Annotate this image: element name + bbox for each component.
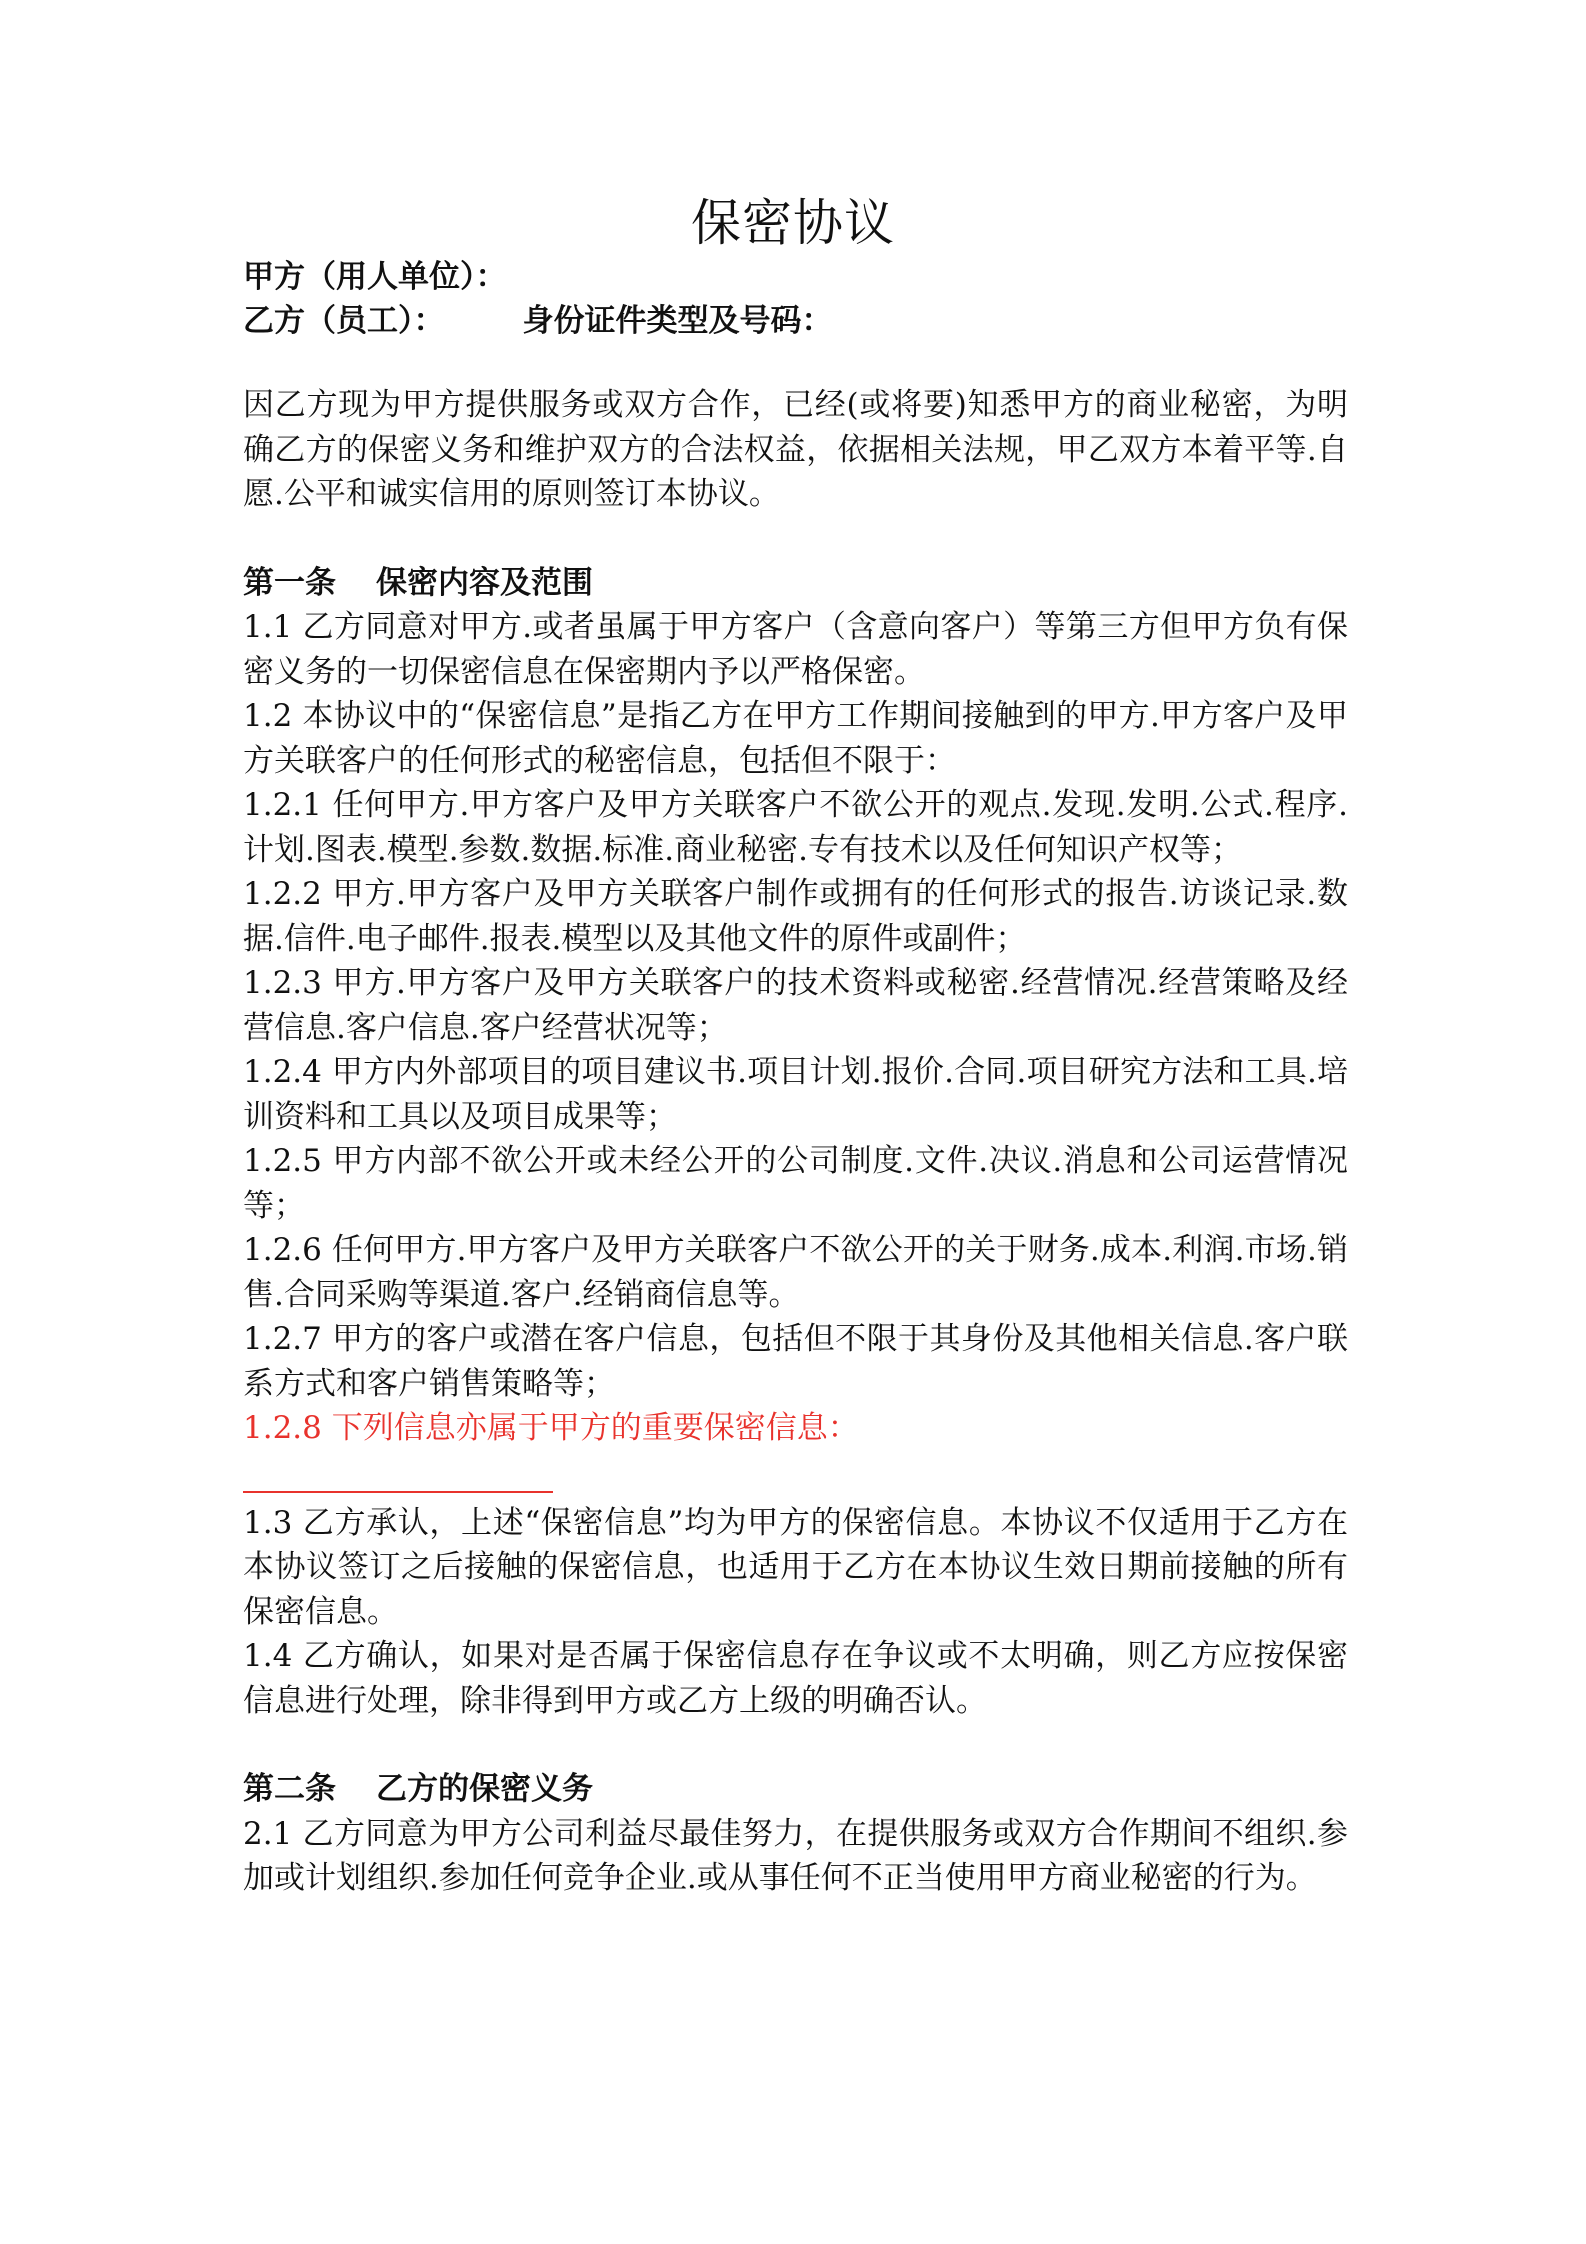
clause-1-2-3: 1.2.3 甲方.甲方客户及甲方关联客户的技术资料或秘密.经营情况.经营策略及经营信息.客户信息.客户经营状况等； — [243, 965, 1348, 1046]
clause-1-2-6: 1.2.6 任何甲方.甲方客户及甲方关联客户不欲公开的关于财务.成本.利润.市场.销售.合同采购等渠道.客户.经销商信息等。 — [243, 1232, 1348, 1313]
party-a-label: 甲方（用人单位）： — [243, 259, 507, 295]
clause-1-3: 1.3 乙方承认，上述“保密信息”均为甲方的保密信息。本协议不仅适用于乙方在本协议签订之后接触的保密信息，也适用于乙方在本协议生效日期前接触的所有保密信息。 — [243, 1504, 1348, 1630]
clause-2-1: 2.1 乙方同意为甲方公司利益尽最佳努力，在提供服务或双方合作期间不组织.参加或计划组织.参加任何竞争企业.或从事任何不正当使用甲方商业秘密的行为。 — [243, 1815, 1348, 1896]
article-1-number: 第一条 — [243, 564, 336, 601]
document-body — [243, 255, 1348, 1901]
article-2-number: 第二条 — [243, 1771, 336, 1807]
clause-1-1: 1.1 乙方同意对甲方.或者虽属于甲方客户（含意向客户）等第三方但甲方负有保密义务的一切保密信息在保密期内予以严格保密。 — [243, 609, 1348, 690]
clause-1-2: 1.2 本协议中的“保密信息”是指乙方在甲方工作期间接触到的甲方.甲方客户及甲方关联客户的任何形式的秘密信息，包括但不限于： — [243, 698, 1348, 779]
document-title: 保密协议 — [691, 194, 895, 252]
article-1-title: 保密内容及范围 — [376, 564, 593, 601]
clause-1-2-8-highlighted: 1.2.8 下列信息亦属于甲方的重要保密信息： — [243, 1410, 859, 1446]
spacer — [243, 343, 1348, 383]
clause-1-2-2: 1.2.2 甲方.甲方客户及甲方关联客户制作或拥有的任何形式的报告.访谈记录.数据.信件.电子邮件.报表.模型以及其他文件的原件或副件； — [243, 876, 1348, 957]
article-1-heading — [243, 561, 1348, 606]
intro-paragraph: 因乙方现为甲方提供服务或双方合作，已经(或将要)知悉甲方的商业秘密，为明确乙方的保密义务和维护双方的合法权益，依据相关法规，甲乙双方本着平等.自愿.公平和诚实信用的原则签订本协议。 — [243, 387, 1348, 512]
fill-in-blank-line — [243, 1491, 553, 1493]
party-b-label: 乙方（员工）： — [243, 303, 445, 339]
clause-1-2-4: 1.2.4 甲方内外部项目的项目建议书.项目计划.报价.合同.项目研究方法和工具.培训资料和工具以及项目成果等； — [243, 1054, 1348, 1135]
clause-1-2-5: 1.2.5 甲方内部不欲公开或未经公开的公司制度.文件.决议.消息和公司运营情况等； — [243, 1143, 1348, 1224]
party-b-line — [243, 299, 1348, 343]
spacer — [243, 1723, 1348, 1767]
clause-1-2-1: 1.2.1 任何甲方.甲方客户及甲方关联客户不欲公开的观点.发现.发明.公式.程序.计划.图表.模型.参数.数据.标准.商业秘密.专有技术以及任何知识产权等； — [243, 787, 1348, 868]
clause-1-2-7: 1.2.7 甲方的客户或潜在客户信息，包括但不限于其身份及其他相关信息.客户联系方式和客户销售策略等； — [243, 1321, 1348, 1402]
id-label: 身份证件类型及号码： — [522, 303, 833, 339]
spacer — [243, 517, 1348, 561]
article-2-heading — [243, 1767, 1348, 1812]
clause-1-4: 1.4 乙方确认，如果对是否属于保密信息存在争议或不太明确，则乙方应按保密信息进行处理，除非得到甲方或乙方上级的明确否认。 — [243, 1638, 1348, 1719]
article-2-title: 乙方的保密义务 — [376, 1771, 593, 1807]
party-a-line — [243, 255, 1348, 299]
